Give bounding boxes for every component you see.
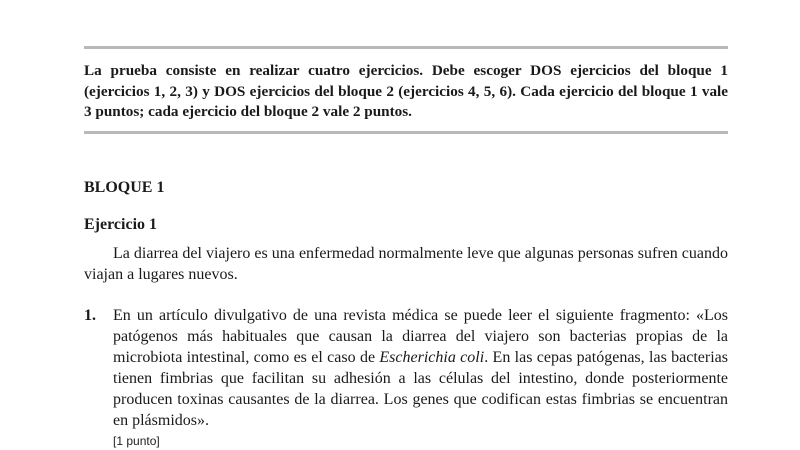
question-number: 1.	[84, 306, 96, 324]
species-name: Escherichia coli	[379, 348, 485, 366]
question-text-after: . En las cepas patógenas, las bacterias tienen fimbrias que facilitan su adhesión a las células del intestino, donde posteriormente producen toxinas causantes de la diarrea. Los genes que codifican estas fimbrias se encuentran en plásmidos».	[113, 348, 728, 429]
exam-page	[84, 0, 728, 449]
block-title: BLOQUE 1	[84, 178, 165, 196]
question-text-before: En un artículo divulgativo de una revista médica se puede leer el siguiente fragmento: «Los patógenos más habituales que causan la diarrea del viajero son bacterias propias de la microbiota intestinal, como es el caso de	[113, 306, 728, 366]
question-points: [1 punto]	[113, 433, 160, 448]
question-text	[113, 305, 728, 431]
exercise-title: Ejercicio 1	[84, 215, 158, 233]
question-item	[84, 305, 728, 449]
exam-instructions: La prueba consiste en realizar cuatro ejercicios. Debe escoger DOS ejercicios del bloque 1 (ejercicios 1, 2, 3) y DOS ejercicios del bloque 2 (ejercicios 4, 5, 6). Cada ejercicio del bloque 1 vale 3 puntos; cada ejercicio del bloque 2 vale 2 puntos.	[84, 62, 728, 120]
bottom-divider	[84, 131, 728, 134]
exercise-intro: La diarrea del viajero es una enfermedad normalmente leve que algunas personas sufren cuando viajan a lugares nuevos.	[84, 244, 728, 283]
